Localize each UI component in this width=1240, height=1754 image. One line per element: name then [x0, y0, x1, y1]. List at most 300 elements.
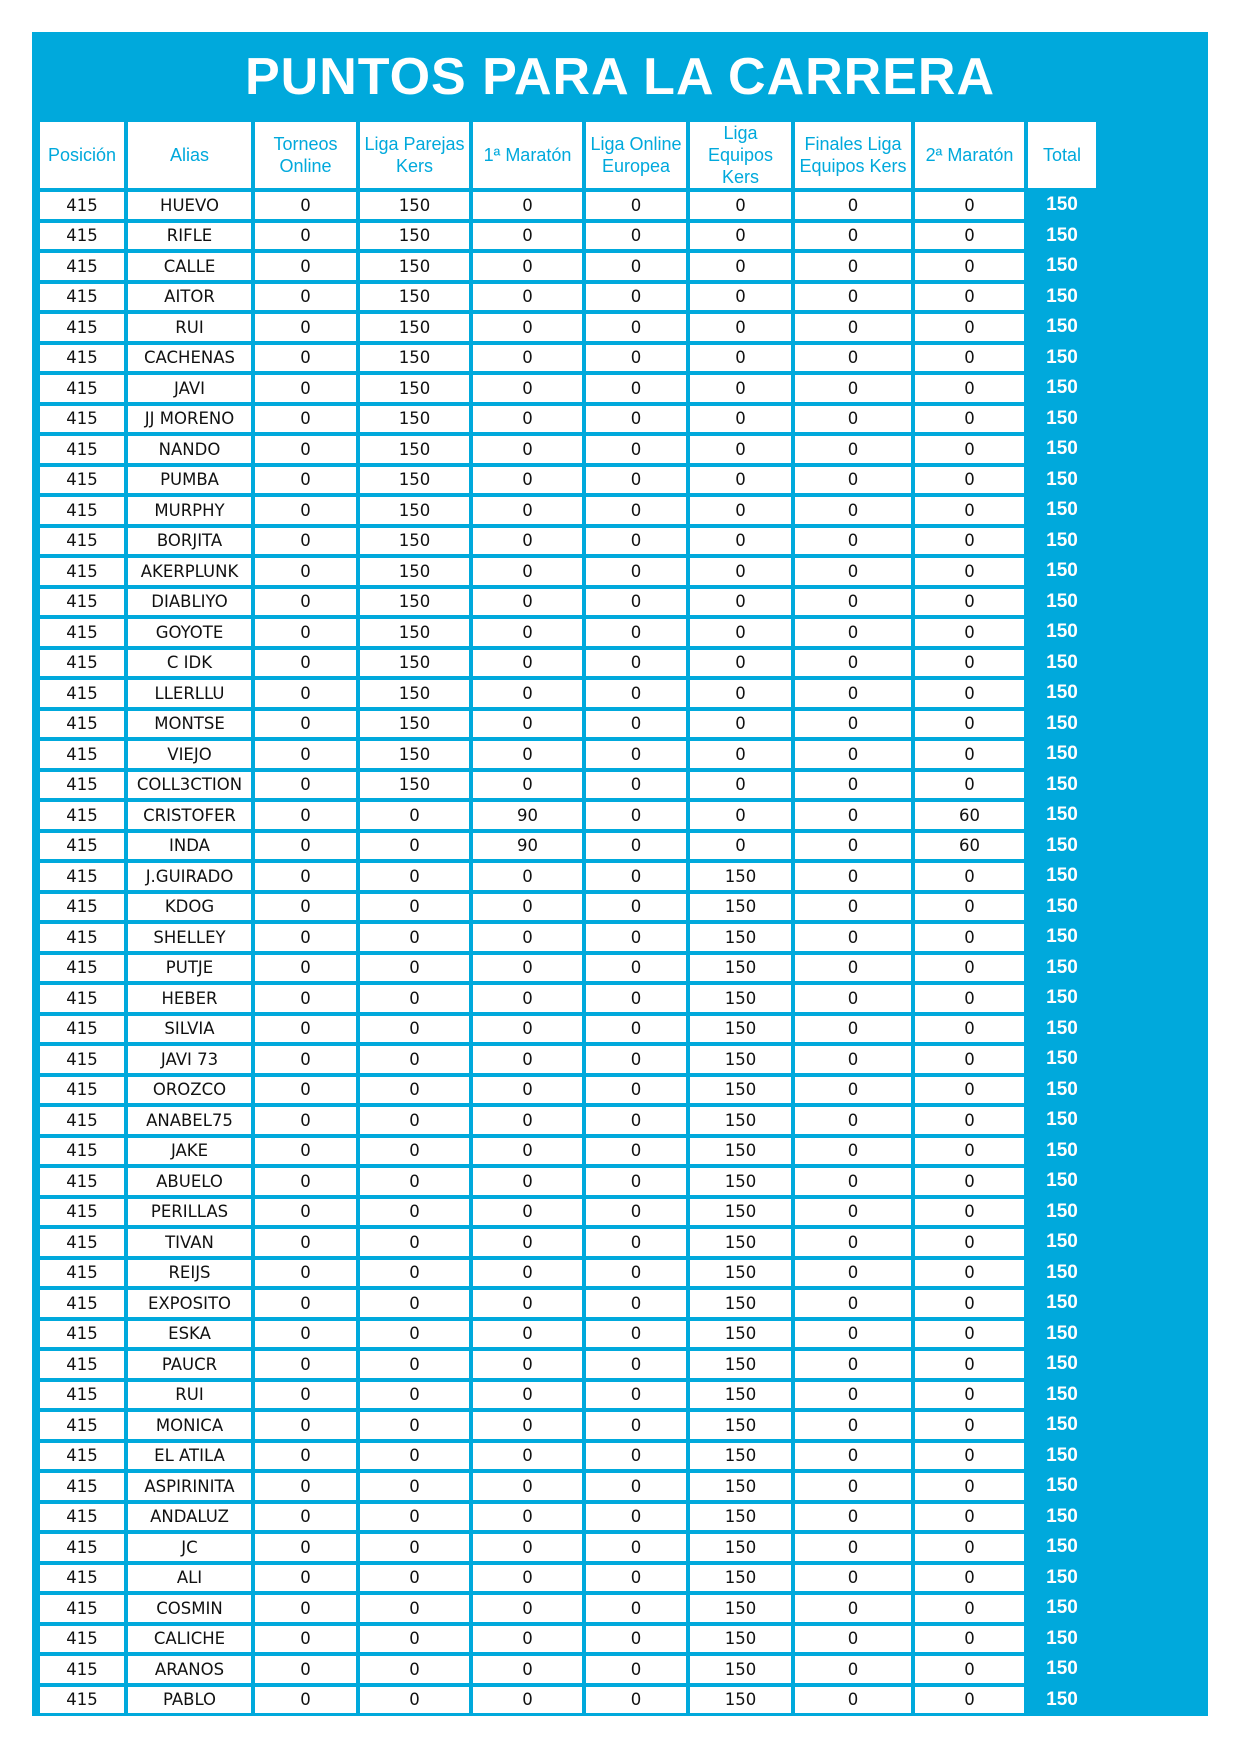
- cell-liga-online-europea: 0: [586, 1290, 686, 1317]
- cell-liga-parejas-kers: 150: [360, 619, 469, 646]
- cell-liga-parejas-kers: 0: [360, 985, 469, 1012]
- cell-posicion: 415: [40, 192, 124, 219]
- table-row: [40, 589, 1096, 616]
- cell-liga-equipos-kers: 0: [690, 619, 791, 646]
- cell-posicion: 415: [40, 924, 124, 951]
- cell-1-maraton: 0: [473, 1321, 582, 1348]
- cell-liga-parejas-kers: 0: [360, 1138, 469, 1165]
- cell-1-maraton: 0: [473, 1504, 582, 1531]
- cell-finales-liga-equipos-kers: 0: [795, 558, 911, 585]
- cell-liga-equipos-kers: 150: [690, 955, 791, 982]
- cell-alias: PAUCR: [128, 1351, 251, 1378]
- table-row: [40, 253, 1096, 280]
- cell-total: 150: [1028, 528, 1096, 555]
- cell-liga-equipos-kers: 150: [690, 924, 791, 951]
- cell-2-maraton: 0: [915, 772, 1024, 799]
- cell-liga-parejas-kers: 0: [360, 1443, 469, 1470]
- cell-torneos-online: 0: [255, 314, 356, 341]
- cell-1-maraton: 0: [473, 1534, 582, 1561]
- table-row: [40, 863, 1096, 890]
- cell-2-maraton: 0: [915, 1321, 1024, 1348]
- cell-liga-equipos-kers: 0: [690, 345, 791, 372]
- table-row: [40, 192, 1096, 219]
- cell-torneos-online: 0: [255, 863, 356, 890]
- cell-posicion: 415: [40, 497, 124, 524]
- cell-liga-parejas-kers: 0: [360, 1656, 469, 1683]
- cell-total: 150: [1028, 1199, 1096, 1226]
- cell-total: 150: [1028, 619, 1096, 646]
- cell-liga-online-europea: 0: [586, 1321, 686, 1348]
- cell-liga-online-europea: 0: [586, 1656, 686, 1683]
- cell-alias: INDA: [128, 833, 251, 860]
- cell-liga-equipos-kers: 0: [690, 192, 791, 219]
- cell-1-maraton: 0: [473, 680, 582, 707]
- cell-torneos-online: 0: [255, 802, 356, 829]
- cell-liga-online-europea: 0: [586, 894, 686, 921]
- cell-torneos-online: 0: [255, 1626, 356, 1653]
- cell-posicion: 415: [40, 1687, 124, 1714]
- cell-1-maraton: 0: [473, 528, 582, 555]
- cell-alias: SILVIA: [128, 1016, 251, 1043]
- cell-posicion: 415: [40, 1199, 124, 1226]
- cell-liga-equipos-kers: 150: [690, 1443, 791, 1470]
- table-row: [40, 467, 1096, 494]
- cell-liga-online-europea: 0: [586, 1534, 686, 1561]
- table-row: [40, 1473, 1096, 1500]
- cell-1-maraton: 0: [473, 1168, 582, 1195]
- cell-1-maraton: 0: [473, 1077, 582, 1104]
- cell-liga-parejas-kers: 150: [360, 558, 469, 585]
- cell-1-maraton: 0: [473, 345, 582, 372]
- cell-total: 150: [1028, 1504, 1096, 1531]
- cell-liga-online-europea: 0: [586, 741, 686, 768]
- cell-2-maraton: 0: [915, 1534, 1024, 1561]
- cell-2-maraton: 0: [915, 680, 1024, 707]
- cell-liga-online-europea: 0: [586, 1168, 686, 1195]
- cell-total: 150: [1028, 1565, 1096, 1592]
- cell-liga-parejas-kers: 150: [360, 497, 469, 524]
- cell-2-maraton: 0: [915, 1382, 1024, 1409]
- cell-torneos-online: 0: [255, 223, 356, 250]
- cell-1-maraton: 0: [473, 1199, 582, 1226]
- cell-liga-parejas-kers: 150: [360, 528, 469, 555]
- col-header-alias: Alias: [128, 122, 251, 188]
- cell-posicion: 415: [40, 1534, 124, 1561]
- cell-1-maraton: 0: [473, 589, 582, 616]
- cell-torneos-online: 0: [255, 1016, 356, 1043]
- cell-total: 150: [1028, 1687, 1096, 1714]
- table-row: [40, 711, 1096, 738]
- cell-torneos-online: 0: [255, 1412, 356, 1439]
- cell-liga-online-europea: 0: [586, 1046, 686, 1073]
- cell-1-maraton: 0: [473, 1290, 582, 1317]
- cell-finales-liga-equipos-kers: 0: [795, 192, 911, 219]
- cell-alias: CACHENAS: [128, 345, 251, 372]
- cell-posicion: 415: [40, 1412, 124, 1439]
- cell-finales-liga-equipos-kers: 0: [795, 1351, 911, 1378]
- cell-finales-liga-equipos-kers: 0: [795, 863, 911, 890]
- cell-posicion: 415: [40, 528, 124, 555]
- cell-1-maraton: 0: [473, 711, 582, 738]
- cell-1-maraton: 0: [473, 985, 582, 1012]
- cell-torneos-online: 0: [255, 741, 356, 768]
- ranking-sheet: [32, 32, 1208, 1716]
- cell-posicion: 415: [40, 223, 124, 250]
- cell-torneos-online: 0: [255, 650, 356, 677]
- cell-2-maraton: 0: [915, 192, 1024, 219]
- cell-finales-liga-equipos-kers: 0: [795, 1290, 911, 1317]
- cell-posicion: 415: [40, 741, 124, 768]
- cell-torneos-online: 0: [255, 894, 356, 921]
- cell-total: 150: [1028, 772, 1096, 799]
- cell-torneos-online: 0: [255, 833, 356, 860]
- cell-liga-parejas-kers: 0: [360, 1412, 469, 1439]
- cell-1-maraton: 0: [473, 650, 582, 677]
- table-row: [40, 314, 1096, 341]
- cell-finales-liga-equipos-kers: 0: [795, 1534, 911, 1561]
- cell-alias: RIFLE: [128, 223, 251, 250]
- cell-total: 150: [1028, 406, 1096, 433]
- table-row: [40, 1534, 1096, 1561]
- table-row: [40, 223, 1096, 250]
- cell-liga-parejas-kers: 0: [360, 1046, 469, 1073]
- cell-alias: KDOG: [128, 894, 251, 921]
- cell-2-maraton: 0: [915, 741, 1024, 768]
- table-row: [40, 1199, 1096, 1226]
- cell-liga-online-europea: 0: [586, 1260, 686, 1287]
- cell-finales-liga-equipos-kers: 0: [795, 1107, 911, 1134]
- cell-torneos-online: 0: [255, 1199, 356, 1226]
- cell-finales-liga-equipos-kers: 0: [795, 650, 911, 677]
- table-row: [40, 894, 1096, 921]
- cell-posicion: 415: [40, 1473, 124, 1500]
- cell-posicion: 415: [40, 1595, 124, 1622]
- cell-alias: PUMBA: [128, 467, 251, 494]
- cell-alias: PERILLAS: [128, 1199, 251, 1226]
- cell-1-maraton: 0: [473, 955, 582, 982]
- cell-liga-equipos-kers: 150: [690, 1107, 791, 1134]
- cell-torneos-online: 0: [255, 1382, 356, 1409]
- cell-liga-parejas-kers: 0: [360, 924, 469, 951]
- cell-alias: EXPOSITO: [128, 1290, 251, 1317]
- cell-torneos-online: 0: [255, 528, 356, 555]
- cell-total: 150: [1028, 1046, 1096, 1073]
- cell-2-maraton: 0: [915, 1473, 1024, 1500]
- cell-2-maraton: 0: [915, 375, 1024, 402]
- cell-finales-liga-equipos-kers: 0: [795, 1229, 911, 1256]
- table-row: [40, 772, 1096, 799]
- cell-total: 150: [1028, 650, 1096, 677]
- cell-2-maraton: 0: [915, 1626, 1024, 1653]
- cell-alias: RUI: [128, 314, 251, 341]
- cell-liga-equipos-kers: 150: [690, 1077, 791, 1104]
- cell-total: 150: [1028, 1138, 1096, 1165]
- cell-liga-equipos-kers: 0: [690, 467, 791, 494]
- cell-1-maraton: 0: [473, 467, 582, 494]
- cell-posicion: 415: [40, 406, 124, 433]
- table-row: [40, 1382, 1096, 1409]
- cell-2-maraton: 0: [915, 406, 1024, 433]
- cell-1-maraton: 0: [473, 1046, 582, 1073]
- cell-liga-online-europea: 0: [586, 192, 686, 219]
- cell-liga-equipos-kers: 0: [690, 528, 791, 555]
- cell-liga-online-europea: 0: [586, 1626, 686, 1653]
- cell-2-maraton: 0: [915, 1656, 1024, 1683]
- cell-finales-liga-equipos-kers: 0: [795, 406, 911, 433]
- cell-posicion: 415: [40, 1382, 124, 1409]
- cell-torneos-online: 0: [255, 406, 356, 433]
- cell-2-maraton: 0: [915, 284, 1024, 311]
- cell-liga-parejas-kers: 150: [360, 680, 469, 707]
- cell-2-maraton: 0: [915, 619, 1024, 646]
- cell-liga-equipos-kers: 0: [690, 375, 791, 402]
- cell-2-maraton: 0: [915, 1138, 1024, 1165]
- cell-liga-parejas-kers: 150: [360, 711, 469, 738]
- cell-torneos-online: 0: [255, 1229, 356, 1256]
- cell-1-maraton: 0: [473, 436, 582, 463]
- cell-liga-equipos-kers: 0: [690, 436, 791, 463]
- table-row: [40, 436, 1096, 463]
- cell-liga-equipos-kers: 150: [690, 1199, 791, 1226]
- col-header-torneos-online: Torneos Online: [255, 122, 356, 188]
- cell-liga-equipos-kers: 150: [690, 1473, 791, 1500]
- cell-1-maraton: 0: [473, 1565, 582, 1592]
- cell-liga-parejas-kers: 0: [360, 1199, 469, 1226]
- table-row: [40, 558, 1096, 585]
- cell-finales-liga-equipos-kers: 0: [795, 1046, 911, 1073]
- cell-alias: SHELLEY: [128, 924, 251, 951]
- cell-2-maraton: 0: [915, 1290, 1024, 1317]
- table-row: [40, 985, 1096, 1012]
- cell-liga-parejas-kers: 0: [360, 894, 469, 921]
- cell-2-maraton: 0: [915, 558, 1024, 585]
- cell-finales-liga-equipos-kers: 0: [795, 345, 911, 372]
- cell-posicion: 415: [40, 1138, 124, 1165]
- table-row: [40, 1016, 1096, 1043]
- cell-2-maraton: 0: [915, 1565, 1024, 1592]
- cell-finales-liga-equipos-kers: 0: [795, 528, 911, 555]
- cell-liga-parejas-kers: 0: [360, 1504, 469, 1531]
- cell-liga-parejas-kers: 0: [360, 1260, 469, 1287]
- cell-liga-equipos-kers: 0: [690, 314, 791, 341]
- cell-liga-parejas-kers: 150: [360, 253, 469, 280]
- cell-finales-liga-equipos-kers: 0: [795, 619, 911, 646]
- cell-total: 150: [1028, 345, 1096, 372]
- cell-liga-online-europea: 0: [586, 528, 686, 555]
- cell-liga-online-europea: 0: [586, 1016, 686, 1043]
- cell-finales-liga-equipos-kers: 0: [795, 436, 911, 463]
- cell-finales-liga-equipos-kers: 0: [795, 894, 911, 921]
- table-row: [40, 1565, 1096, 1592]
- cell-liga-equipos-kers: 150: [690, 1595, 791, 1622]
- cell-liga-parejas-kers: 0: [360, 1351, 469, 1378]
- cell-torneos-online: 0: [255, 985, 356, 1012]
- cell-alias: ANABEL75: [128, 1107, 251, 1134]
- cell-total: 150: [1028, 375, 1096, 402]
- cell-finales-liga-equipos-kers: 0: [795, 375, 911, 402]
- table-row: [40, 284, 1096, 311]
- table-row: [40, 680, 1096, 707]
- cell-alias: COSMIN: [128, 1595, 251, 1622]
- cell-liga-equipos-kers: 150: [690, 863, 791, 890]
- cell-finales-liga-equipos-kers: 0: [795, 1565, 911, 1592]
- col-header-2-maraton: 2ª Maratón: [915, 122, 1024, 188]
- cell-1-maraton: 0: [473, 741, 582, 768]
- cell-1-maraton: 0: [473, 284, 582, 311]
- cell-2-maraton: 0: [915, 1016, 1024, 1043]
- cell-1-maraton: 0: [473, 314, 582, 341]
- cell-posicion: 415: [40, 558, 124, 585]
- cell-alias: LLERLLU: [128, 680, 251, 707]
- cell-2-maraton: 0: [915, 1046, 1024, 1073]
- cell-alias: MURPHY: [128, 497, 251, 524]
- cell-total: 150: [1028, 253, 1096, 280]
- cell-liga-online-europea: 0: [586, 345, 686, 372]
- table-row: [40, 1687, 1096, 1714]
- table-row: [40, 1443, 1096, 1470]
- cell-total: 150: [1028, 1382, 1096, 1409]
- cell-liga-parejas-kers: 0: [360, 1595, 469, 1622]
- table-row: [40, 924, 1096, 951]
- cell-2-maraton: 0: [915, 223, 1024, 250]
- cell-alias: NANDO: [128, 436, 251, 463]
- cell-finales-liga-equipos-kers: 0: [795, 955, 911, 982]
- cell-posicion: 415: [40, 1626, 124, 1653]
- cell-liga-equipos-kers: 150: [690, 1351, 791, 1378]
- cell-total: 150: [1028, 314, 1096, 341]
- cell-total: 150: [1028, 1626, 1096, 1653]
- cell-torneos-online: 0: [255, 924, 356, 951]
- cell-alias: C IDK: [128, 650, 251, 677]
- cell-2-maraton: 0: [915, 1595, 1024, 1622]
- cell-1-maraton: 0: [473, 1656, 582, 1683]
- cell-1-maraton: 0: [473, 1260, 582, 1287]
- cell-2-maraton: 0: [915, 253, 1024, 280]
- cell-posicion: 415: [40, 680, 124, 707]
- cell-torneos-online: 0: [255, 1077, 356, 1104]
- cell-total: 150: [1028, 1016, 1096, 1043]
- cell-alias: PABLO: [128, 1687, 251, 1714]
- cell-finales-liga-equipos-kers: 0: [795, 1168, 911, 1195]
- cell-posicion: 415: [40, 833, 124, 860]
- header-row: [40, 122, 1096, 188]
- cell-alias: J.GUIRADO: [128, 863, 251, 890]
- cell-finales-liga-equipos-kers: 0: [795, 1016, 911, 1043]
- cell-alias: AKERPLUNK: [128, 558, 251, 585]
- cell-torneos-online: 0: [255, 1565, 356, 1592]
- table-row: [40, 1138, 1096, 1165]
- cell-torneos-online: 0: [255, 1260, 356, 1287]
- cell-alias: JAVI: [128, 375, 251, 402]
- cell-liga-parejas-kers: 0: [360, 1626, 469, 1653]
- cell-liga-online-europea: 0: [586, 1138, 686, 1165]
- cell-liga-equipos-kers: 0: [690, 253, 791, 280]
- cell-2-maraton: 0: [915, 1107, 1024, 1134]
- cell-liga-online-europea: 0: [586, 1412, 686, 1439]
- cell-liga-equipos-kers: 150: [690, 1412, 791, 1439]
- cell-total: 150: [1028, 192, 1096, 219]
- cell-posicion: 415: [40, 436, 124, 463]
- cell-1-maraton: 0: [473, 558, 582, 585]
- cell-finales-liga-equipos-kers: 0: [795, 711, 911, 738]
- cell-1-maraton: 0: [473, 894, 582, 921]
- cell-alias: COLL3CTION: [128, 772, 251, 799]
- cell-torneos-online: 0: [255, 1687, 356, 1714]
- cell-liga-parejas-kers: 150: [360, 467, 469, 494]
- cell-liga-equipos-kers: 150: [690, 1321, 791, 1348]
- table-row: [40, 1504, 1096, 1531]
- cell-total: 150: [1028, 1443, 1096, 1470]
- cell-alias: TIVAN: [128, 1229, 251, 1256]
- cell-torneos-online: 0: [255, 1107, 356, 1134]
- col-header-liga-parejas-kers: Liga Parejas Kers: [360, 122, 469, 188]
- cell-finales-liga-equipos-kers: 0: [795, 1138, 911, 1165]
- cell-liga-parejas-kers: 0: [360, 1534, 469, 1561]
- cell-2-maraton: 0: [915, 650, 1024, 677]
- cell-liga-parejas-kers: 150: [360, 314, 469, 341]
- cell-posicion: 415: [40, 1443, 124, 1470]
- cell-2-maraton: 0: [915, 497, 1024, 524]
- cell-torneos-online: 0: [255, 1504, 356, 1531]
- cell-alias: AITOR: [128, 284, 251, 311]
- cell-liga-parejas-kers: 150: [360, 223, 469, 250]
- cell-posicion: 415: [40, 375, 124, 402]
- cell-posicion: 415: [40, 1351, 124, 1378]
- cell-liga-online-europea: 0: [586, 680, 686, 707]
- cell-2-maraton: 0: [915, 955, 1024, 982]
- cell-posicion: 415: [40, 253, 124, 280]
- cell-liga-equipos-kers: 150: [690, 985, 791, 1012]
- cell-total: 150: [1028, 467, 1096, 494]
- cell-liga-equipos-kers: 0: [690, 772, 791, 799]
- cell-liga-online-europea: 0: [586, 284, 686, 311]
- cell-liga-equipos-kers: 0: [690, 406, 791, 433]
- cell-liga-parejas-kers: 0: [360, 1229, 469, 1256]
- table-row: [40, 1290, 1096, 1317]
- cell-liga-equipos-kers: 0: [690, 741, 791, 768]
- cell-liga-online-europea: 0: [586, 253, 686, 280]
- cell-liga-online-europea: 0: [586, 375, 686, 402]
- cell-torneos-online: 0: [255, 955, 356, 982]
- cell-total: 150: [1028, 589, 1096, 616]
- cell-finales-liga-equipos-kers: 0: [795, 1412, 911, 1439]
- cell-2-maraton: 0: [915, 985, 1024, 1012]
- cell-liga-online-europea: 0: [586, 772, 686, 799]
- cell-liga-equipos-kers: 0: [690, 650, 791, 677]
- cell-liga-parejas-kers: 150: [360, 375, 469, 402]
- cell-alias: ASPIRINITA: [128, 1473, 251, 1500]
- cell-liga-parejas-kers: 150: [360, 741, 469, 768]
- cell-posicion: 415: [40, 1107, 124, 1134]
- cell-1-maraton: 0: [473, 1626, 582, 1653]
- cell-finales-liga-equipos-kers: 0: [795, 924, 911, 951]
- cell-liga-parejas-kers: 150: [360, 284, 469, 311]
- cell-finales-liga-equipos-kers: 0: [795, 741, 911, 768]
- cell-torneos-online: 0: [255, 345, 356, 372]
- cell-liga-online-europea: 0: [586, 1077, 686, 1104]
- cell-1-maraton: 0: [473, 253, 582, 280]
- cell-posicion: 415: [40, 955, 124, 982]
- cell-liga-online-europea: 0: [586, 619, 686, 646]
- cell-posicion: 415: [40, 650, 124, 677]
- cell-torneos-online: 0: [255, 1534, 356, 1561]
- cell-liga-equipos-kers: 150: [690, 1290, 791, 1317]
- cell-finales-liga-equipos-kers: 0: [795, 467, 911, 494]
- cell-posicion: 415: [40, 284, 124, 311]
- cell-torneos-online: 0: [255, 1168, 356, 1195]
- cell-torneos-online: 0: [255, 711, 356, 738]
- cell-total: 150: [1028, 680, 1096, 707]
